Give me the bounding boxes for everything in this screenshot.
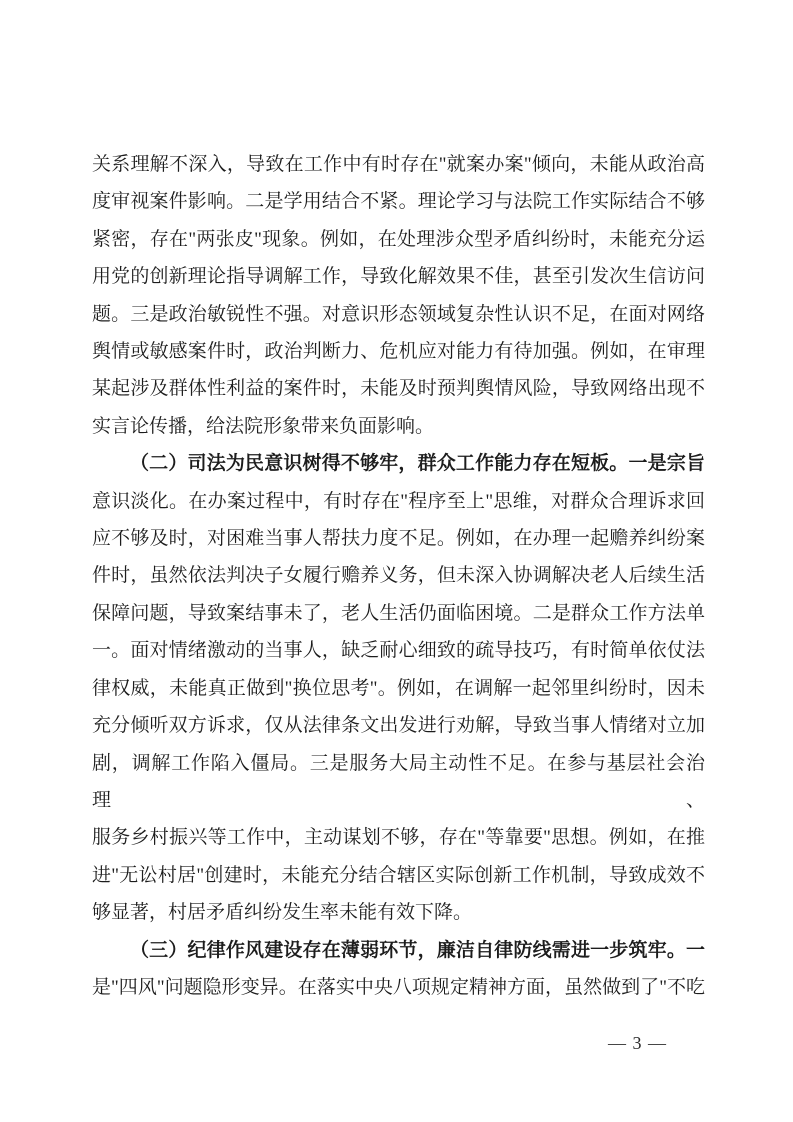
text-line: 题。三是政治敏锐性不强。对意识形态领域复杂性认识不足，在面对网络 (92, 303, 705, 325)
text-line: 是"四风"问题隐形变异。在落实中央八项规定精神方面，虽然做到了"不吃 (92, 976, 705, 998)
paragraph-section-3-discipline-style (92, 932, 705, 1007)
page-number: — 3 — (608, 1033, 667, 1053)
text-line: 服务乡村振兴等工作中，主动谋划不够，存在"等靠要"思想。例如，在推 (92, 827, 705, 849)
text-line: 紧密，存在"两张皮"现象。例如，在处理涉众型矛盾纠纷时，未能充分运 (92, 228, 705, 250)
paragraph-section-2-justice-for-people (92, 445, 705, 931)
text-line: 实言论传播，给法院形象带来负面影响。 (92, 415, 435, 437)
text-line: 关系理解不深入，导致在工作中有时存在"就案办案"倾向，未能从政治高 (92, 154, 705, 175)
text-line: 够显著，村居矛盾纠纷发生率未能有效下降。 (92, 902, 473, 924)
text-line: 进"无讼村居"创建时，未能充分结合辖区实际创新工作机制，导致成效不 (92, 864, 705, 886)
text-line: 某起涉及群体性利益的案件时，未能及时预判舆情风险，导致网络出现不 (92, 378, 705, 400)
text-line: 用党的创新理论指导调解工作，导致化解效果不佳，甚至引发次生信访问 (92, 266, 705, 288)
text-line: 一。面对情绪激动的当事人，缺乏耐心细致的疏导技巧，有时简单依仗法 (92, 640, 705, 662)
text-line: 舆情或敏感案件时，政治判断力、危机应对能力有待加强。例如，在审理 (92, 341, 705, 363)
text-line: 剧，调解工作陷入僵局。三是服务大局主动性不足。在参与基层社会治理、 (92, 752, 705, 811)
text-line: 保障问题，导致案结事未了，老人生活仍面临困境。二是群众工作方法单 (92, 602, 705, 624)
section-heading-line: （三）纪律作风建设存在薄弱环节，廉洁自律防线需进一步筑牢。一 (130, 939, 705, 961)
text-line: 充分倾听双方诉求，仅从法律条文出发进行劝解，导致当事人情绪对立加 (92, 715, 705, 737)
text-line: 度审视案件影响。二是学用结合不紧。理论学习与法院工作实际结合不够 (92, 191, 705, 213)
document-body (92, 146, 705, 1006)
paragraph-political-theory-continuation (92, 146, 705, 445)
text-line: 应不够及时，对困难当事人帮扶力度不足。例如，在办理一起赡养纠纷案 (92, 528, 705, 550)
section-heading-line: （二）司法为民意识树得不够牢，群众工作能力存在短板。一是宗旨 (130, 453, 705, 475)
text-line: 律权威，未能真正做到"换位思考"。例如，在调解一起邻里纠纷时，因未 (92, 677, 705, 699)
text-line: 意识淡化。在办案过程中，有时存在"程序至上"思维，对群众合理诉求回 (92, 490, 705, 512)
text-line: 件时，虽然依法判决子女履行赡养义务，但未深入协调解决老人后续生活 (92, 565, 705, 587)
